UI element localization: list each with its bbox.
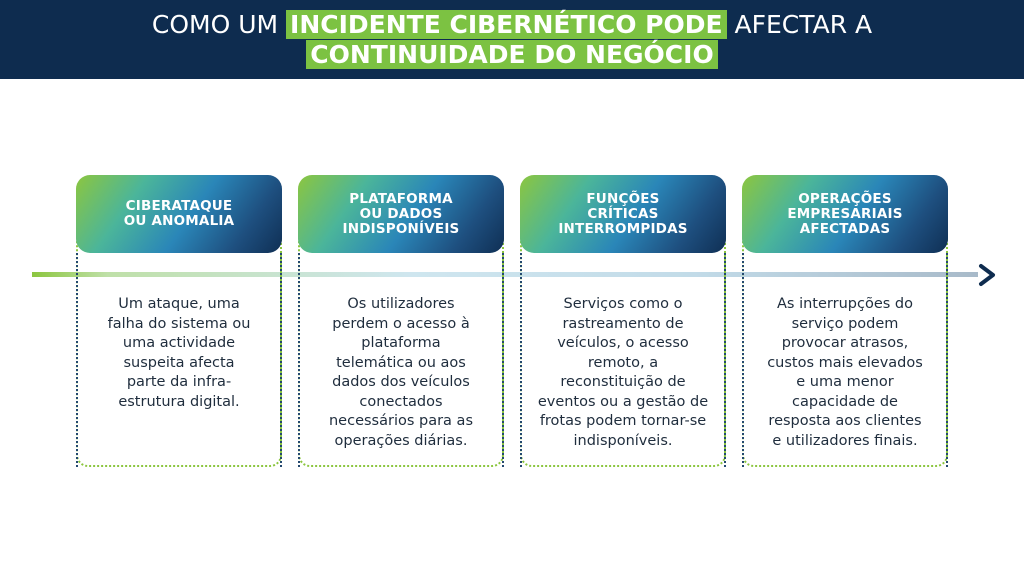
step-card-3 xyxy=(520,175,726,467)
dotted-connector xyxy=(76,253,78,467)
step-description: Os utilizadores perdem o acesso à plataforma telemática ou aos dados dos veículos conectados necessários para as operações diárias. xyxy=(328,296,473,449)
dotted-connector xyxy=(298,253,300,467)
dotted-connector xyxy=(946,253,948,467)
title-banner xyxy=(0,0,1024,79)
dotted-connector xyxy=(280,253,282,467)
step-card-1 xyxy=(76,175,282,467)
dotted-connector xyxy=(742,253,744,467)
step-heading-box xyxy=(520,175,726,253)
step-heading: FUNÇÕES CRÍTICAS INTERROMPIDAS xyxy=(558,190,688,237)
dotted-connector xyxy=(520,253,522,467)
step-heading-box xyxy=(298,175,504,253)
step-card-4 xyxy=(742,175,948,467)
step-card-2 xyxy=(298,175,504,467)
title-suffix: AFECTAR A xyxy=(726,10,873,39)
step-heading-box xyxy=(742,175,948,253)
title-prefix: COMO UM xyxy=(151,10,287,39)
step-heading: PLATAFORMA OU DADOS INDISPONÍVEIS xyxy=(342,190,460,237)
step-heading: CIBERATAQUE OU ANOMALIA xyxy=(123,198,235,229)
title-highlight-2: CONTINUIDADE DO NEGÓCIO xyxy=(306,40,717,69)
step-description: As interrupções do serviço podem provocar atrasos, custos mais elevados e uma menor capacidade de resposta aos clientes e utilizadores finais. xyxy=(767,296,923,449)
step-description: Um ataque, uma falha do sistema ou uma actividade suspeita afecta parte da infra- estrutura digital. xyxy=(107,296,251,410)
title-line-2 xyxy=(0,40,1024,70)
step-heading-box xyxy=(76,175,282,253)
dotted-connector xyxy=(724,253,726,467)
timeline-arrow-icon xyxy=(969,263,997,287)
step-heading: OPERAÇÕES EMPRESARIAIS AFECTADAS xyxy=(787,190,903,237)
title-line-1 xyxy=(0,10,1024,40)
title-highlight-1: INCIDENTE CIBERNÉTICO PODE xyxy=(286,10,727,39)
step-description: Serviços como o rastreamento de veículos, o acesso remoto, a reconstituição de eventos ou a gestão de frotas podem tornar-se indisponíveis. xyxy=(537,296,709,449)
dotted-connector xyxy=(502,253,504,467)
